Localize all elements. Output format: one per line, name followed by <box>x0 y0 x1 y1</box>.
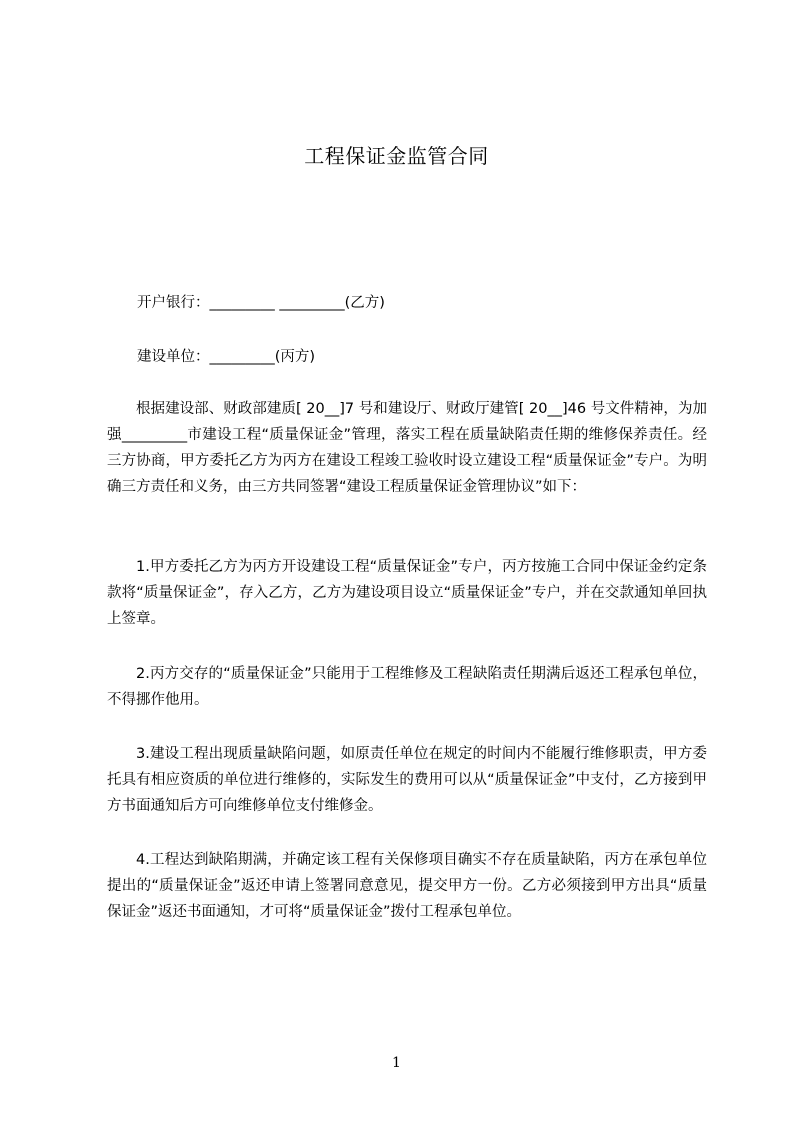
page-number: 1 <box>392 1055 401 1071</box>
clause-2-paragraph: 2.丙方交存的“质量保证金”只能用于工程维修及工程缺陷责任期满后返还工程承包单位，不得挪作他用。 <box>107 666 707 708</box>
clause-1-paragraph: 1.甲方委托乙方为丙方开设建设工程“质量保证金”专户，丙方按施工合同中保证金约定条款将“质量保证金”，存入乙方，乙方为建设项目设立“质量保证金”专户，并在交款通知单回执上签章。 <box>107 559 707 627</box>
intro-paragraph: 根据建设部、财政部建质[ 20__]7 号和建设厅、财政厅建管[ 20__]46 号文件精神，为加强_________市建设工程“质量保证金”管理，落实工程在质量缺陷责任期的维修保养责任。经三方协商，甲方委托乙方为丙方在建设工程竣工验收时设立建设工程“质量保证金”专户。为明确三方责任和义务，由三方共同签署“建设工程质量保证金管理协议”如下： <box>107 401 707 495</box>
document-title: 工程保证金监管合同 <box>304 144 489 168</box>
unit-line: 建设单位：_________(丙方) <box>137 349 316 365</box>
bank-line: 开户银行：_________ _________(乙方) <box>137 295 385 311</box>
clause-4-paragraph: 4.工程达到缺陷期满，并确定该工程有关保修项目确实不存在质量缺陷，丙方在承包单位提出的“质量保证金”返还申请上签署同意意见，提交甲方一份。乙方必须接到甲方出具“质量保证金”返还书面通知，才可将“质量保证金”拨付工程承包单位。 <box>107 852 707 920</box>
clause-3-paragraph: 3.建设工程出现质量缺陷问题，如原责任单位在规定的时间内不能履行维修职责，甲方委托具有相应资质的单位进行维修的，实际发生的费用可以从“质量保证金”中支付，乙方接到甲方书面通知后方可向维修单位支付维修金。 <box>107 746 707 814</box>
